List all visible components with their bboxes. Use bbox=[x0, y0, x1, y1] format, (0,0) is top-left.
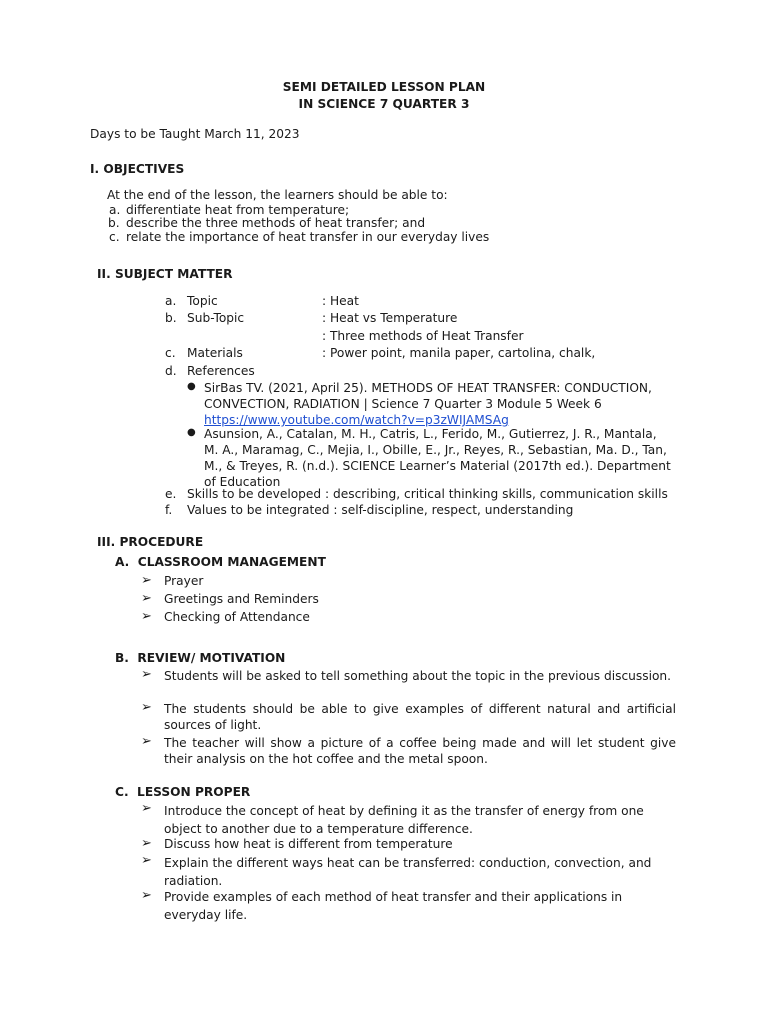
subject-item-text: Skills to be developed : describing, critical thinking skills, communication skills bbox=[187, 487, 668, 501]
subject-item-marker: b. bbox=[165, 311, 177, 325]
reference-item bbox=[204, 380, 674, 428]
arrow-bullet-icon: ➢ bbox=[141, 888, 152, 903]
arrow-bullet-icon: ➢ bbox=[141, 609, 152, 624]
reference-text: Asunsion, A., Catalan, M. H., Catris, L., Ferido, M., Gutierrez, J. R., Mantala, M. A., Maramag, C., Mejia, I., Obille, E., Jr., Reyes, R., Sebastian, Ma. D., Tan, M., & Treyes, R. (n.d.). SCIENCE Learner’s Material (2017th ed.). Department of Education bbox=[204, 427, 671, 489]
subject-item-value: : Three methods of Heat Transfer bbox=[322, 329, 524, 343]
reference-item bbox=[204, 426, 674, 490]
subject-item-label: References bbox=[187, 364, 255, 378]
objective-marker: b. bbox=[108, 216, 120, 230]
review-motivation-heading: B. REVIEW/ MOTIVATION bbox=[115, 651, 286, 665]
list-item: Explain the different ways heat can be transferred: conduction, convection, and radiation. bbox=[164, 856, 652, 888]
subject-item-marker: f. bbox=[165, 503, 173, 517]
list-item: Students will be asked to tell something about the topic in the previous discussion. bbox=[164, 669, 672, 683]
title-line-1: SEMI DETAILED LESSON PLAN bbox=[282, 80, 486, 94]
arrow-bullet-icon: ➢ bbox=[141, 667, 152, 682]
arrow-bullet-icon: ➢ bbox=[141, 801, 152, 816]
reference-text: SirBas TV. (2021, April 25). METHODS OF HEAT TRANSFER: CONDUCTION, CONVECTION, RADIATION | Science 7 Quarter 3 Module 5 Week 6 bbox=[204, 381, 652, 411]
list-item: Discuss how heat is different from temperature bbox=[164, 837, 453, 851]
arrow-bullet-icon: ➢ bbox=[141, 853, 152, 868]
subject-item-marker: e. bbox=[165, 487, 177, 501]
arrow-bullet-icon: ➢ bbox=[141, 573, 152, 588]
arrow-bullet-icon: ➢ bbox=[141, 700, 152, 715]
objectives-heading: I. OBJECTIVES bbox=[90, 162, 185, 176]
procedure-heading: III. PROCEDURE bbox=[97, 535, 204, 549]
arrow-bullet-icon: ➢ bbox=[141, 591, 152, 606]
list-item: Greetings and Reminders bbox=[164, 592, 319, 606]
arrow-bullet-icon: ➢ bbox=[141, 836, 152, 851]
objective-item: describe the three methods of heat transfer; and bbox=[126, 216, 426, 230]
title-line-2: IN SCIENCE 7 QUARTER 3 bbox=[298, 97, 470, 111]
objectives-intro: At the end of the lesson, the learners should be able to: bbox=[107, 188, 448, 202]
objective-item: differentiate heat from temperature; bbox=[126, 203, 350, 217]
list-item: The teacher will show a picture of a coffee being made and will let student give their analysis on the hot coffee and the metal spoon. bbox=[164, 736, 676, 766]
subject-item-label: Materials bbox=[187, 346, 243, 360]
reference-link[interactable]: https://www.youtube.com/watch?v=p3zWIJAMSAg bbox=[204, 413, 509, 427]
dot-bullet-icon: ● bbox=[187, 427, 196, 438]
subject-item-marker: a. bbox=[165, 294, 177, 308]
subject-item-value: : Heat vs Temperature bbox=[322, 311, 458, 325]
objective-marker: a. bbox=[109, 203, 121, 217]
list-item: Prayer bbox=[164, 574, 204, 588]
objective-item: relate the importance of heat transfer in our everyday lives bbox=[126, 230, 490, 244]
classroom-management-heading: A. CLASSROOM MANAGEMENT bbox=[115, 555, 326, 569]
subject-item-marker: c. bbox=[165, 346, 176, 360]
arrow-bullet-icon: ➢ bbox=[141, 734, 152, 749]
list-item: Provide examples of each method of heat transfer and their applications in everyday life. bbox=[164, 890, 623, 922]
lesson-proper-heading: C. LESSON PROPER bbox=[115, 785, 251, 799]
dot-bullet-icon: ● bbox=[187, 381, 196, 392]
list-item: Introduce the concept of heat by defining it as the transfer of energy from one object to another due to a temperature difference. bbox=[164, 804, 644, 836]
subject-item-label: Sub-Topic bbox=[187, 311, 245, 325]
objective-marker: c. bbox=[109, 230, 120, 244]
subject-item-label: Topic bbox=[187, 294, 218, 308]
days-to-be-taught: Days to be Taught March 11, 2023 bbox=[90, 127, 300, 141]
subject-item-text: Values to be integrated : self-discipline, respect, understanding bbox=[187, 503, 574, 517]
subject-item-value: : Power point, manila paper, cartolina, chalk, bbox=[322, 346, 596, 360]
list-item: The students should be able to give examples of different natural and artificial sources of light. bbox=[164, 702, 676, 732]
subject-item-value: : Heat bbox=[322, 294, 359, 308]
subject-matter-heading: II. SUBJECT MATTER bbox=[97, 267, 233, 281]
list-item: Checking of Attendance bbox=[164, 610, 310, 624]
subject-item-marker: d. bbox=[165, 364, 177, 378]
